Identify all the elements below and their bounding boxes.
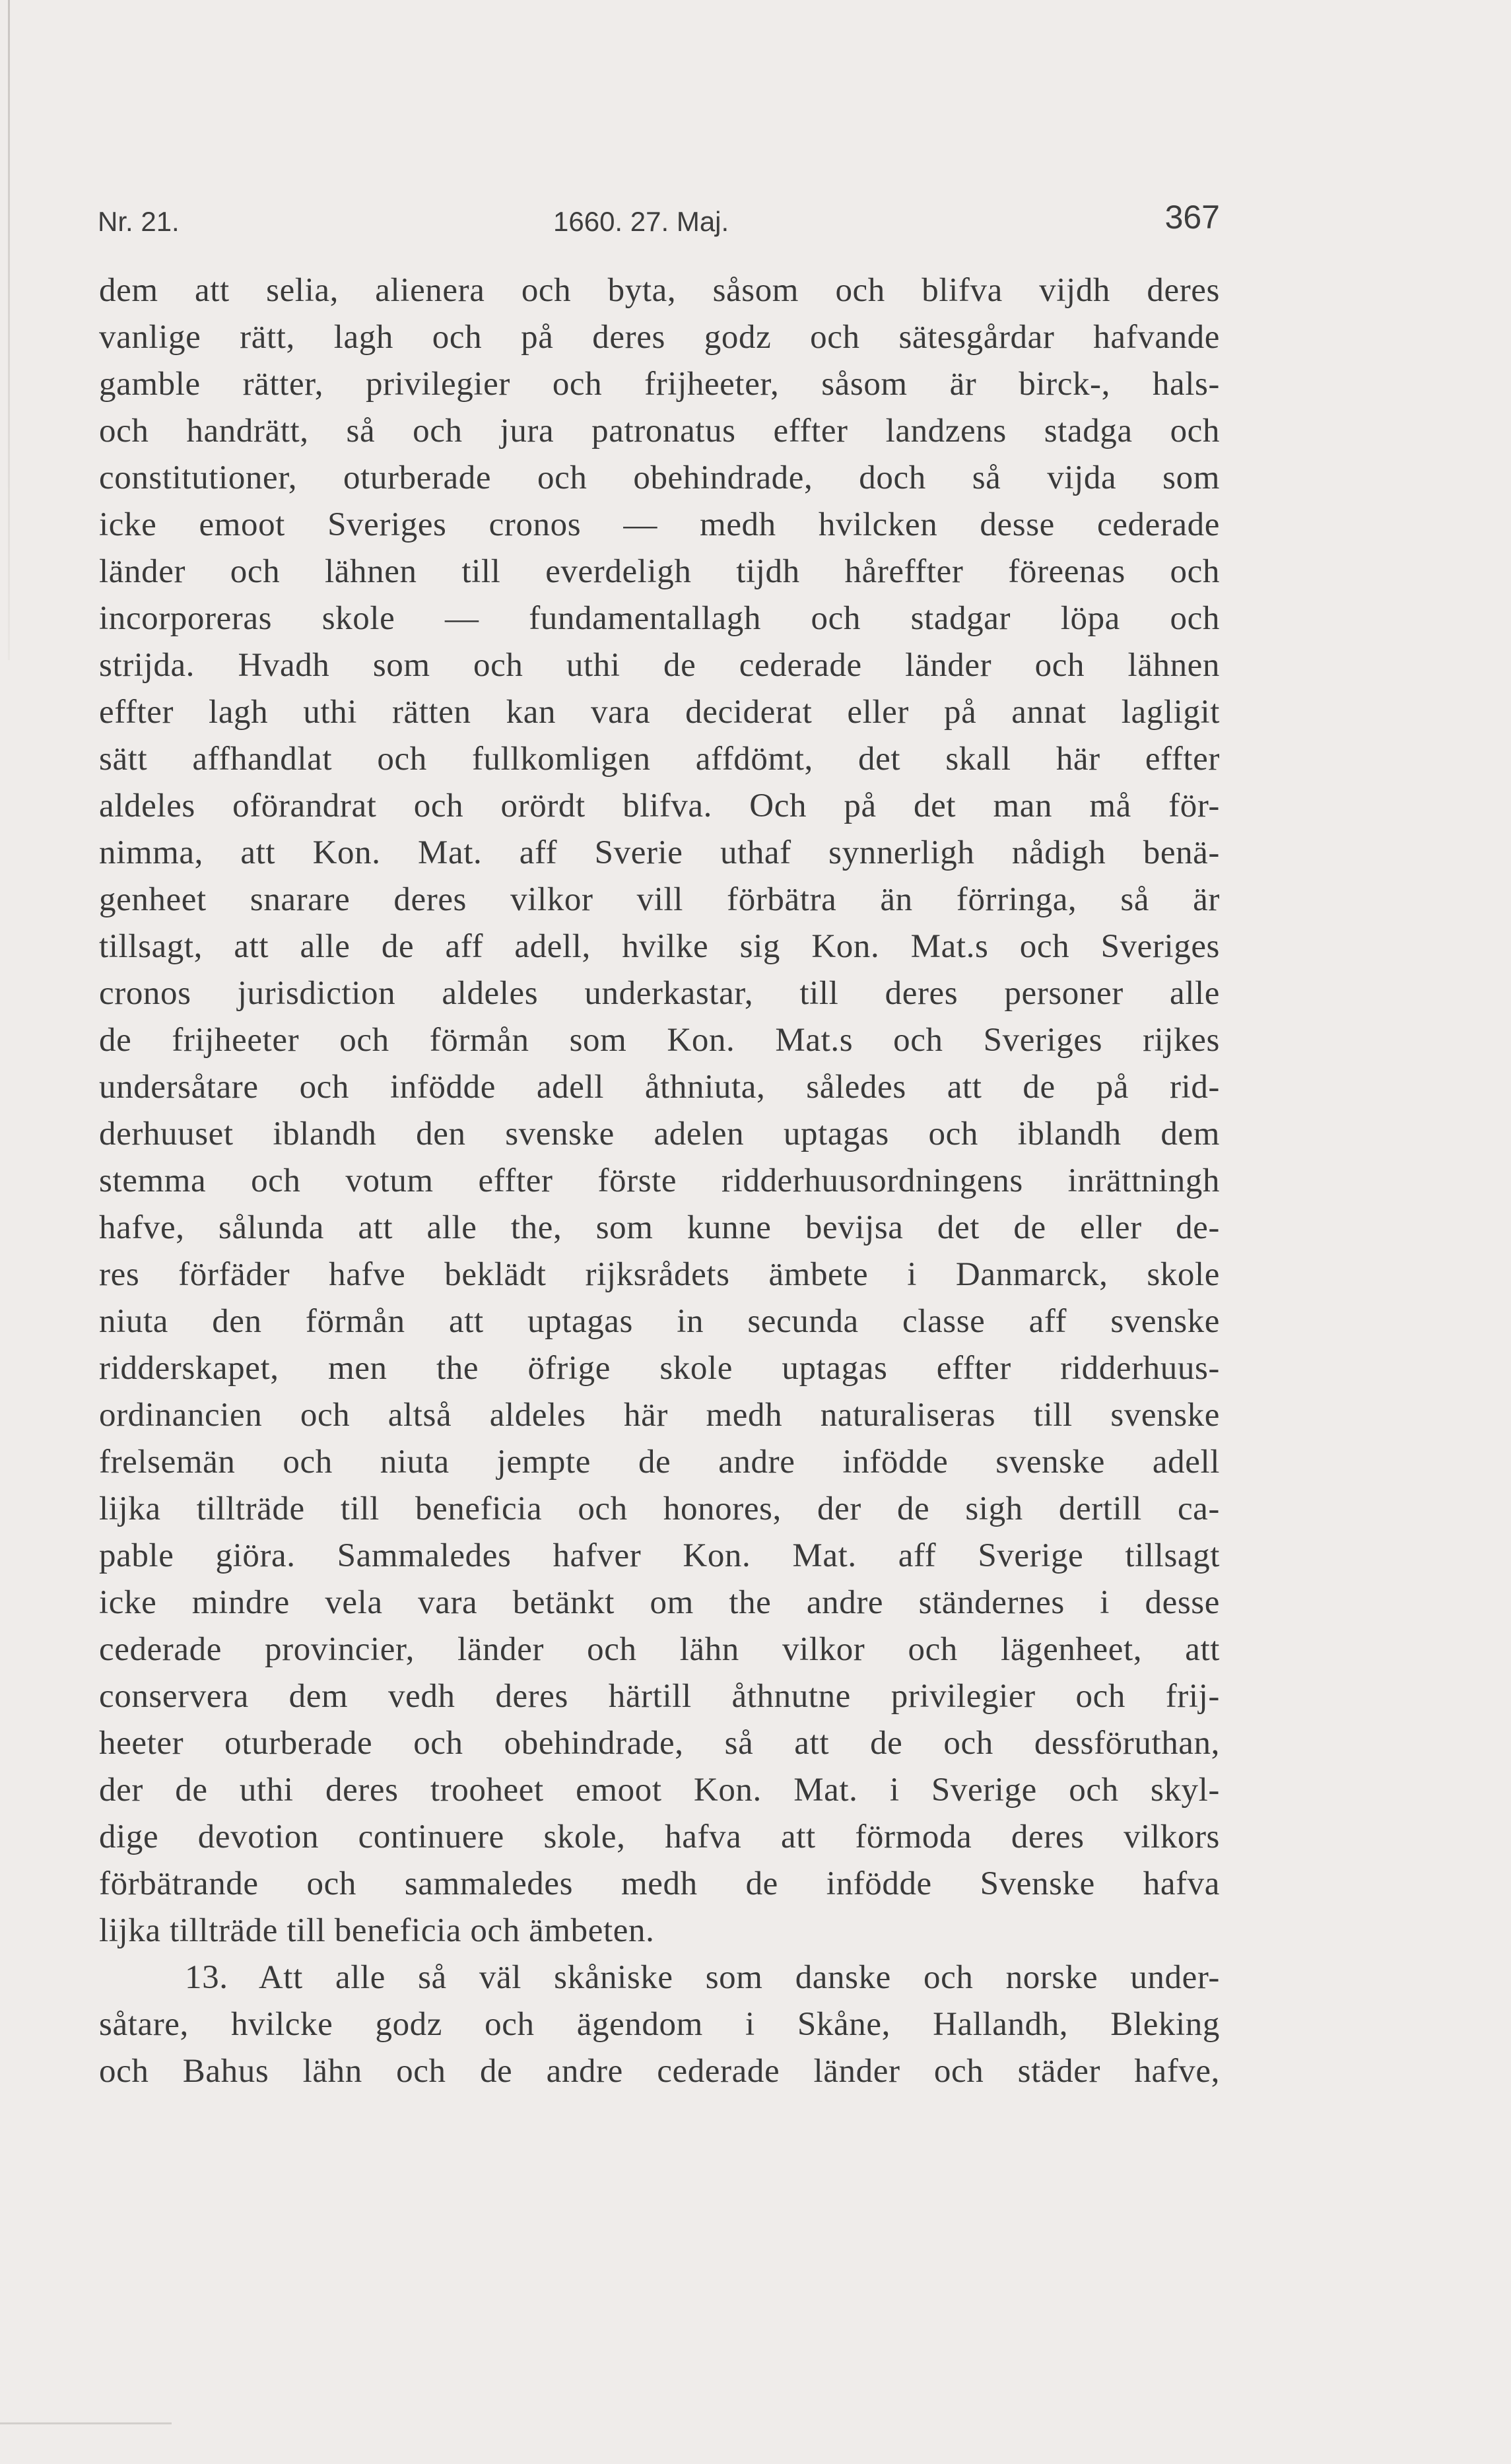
text-line: conservera dem vedh deres härtill åthnutne privilegier och frij- — [99, 1678, 1220, 1715]
text-line: ridderskapet, men the öfrige skole uptagas effter ridderhuus- — [99, 1350, 1220, 1387]
paragraph-start-line: 13. Att alle så väl skåniske som danske och norske under- — [185, 1959, 1220, 1996]
text-line: vanlige rätt, lagh och på deres godz och sätesgårdar hafvande — [99, 319, 1220, 356]
text-line: constitutioner, oturberade och obehindrade, doch så vijda som — [99, 459, 1220, 496]
text-line: lijka tillträde till beneficia och ämbeten. — [99, 1912, 655, 1949]
text-line: såtare, hvilcke godz och ägendom i Skåne, Hallandh, Bleking — [99, 2006, 1220, 2043]
scan-margin-rule — [8, 0, 10, 660]
text-line: och handrätt, så och jura patronatus effter landzens stadga och — [99, 413, 1220, 450]
text-line: niuta den förmån att uptagas in secunda classe aff svenske — [99, 1303, 1220, 1340]
document-number: Nr. 21. — [98, 206, 180, 237]
text-line: undersåtare och infödde adell åthniuta, således att de på rid- — [99, 1069, 1220, 1106]
text-line: incorporeras skole — fundamentallagh och stadgar löpa och — [99, 600, 1220, 637]
text-line: der de uthi deres trooheet emoot Kon. Mat. i Sverige och skyl- — [99, 1772, 1220, 1809]
text-line: ordinancien och altså aldeles här medh naturaliseras till svenske — [99, 1397, 1220, 1434]
text-line: effter lagh uthi rätten kan vara deciderat eller på annat lagligit — [99, 694, 1220, 731]
text-line: genheet snarare deres vilkor vill förbätra än förringa, så är — [99, 881, 1220, 918]
text-line: icke emoot Sveriges cronos — medh hvilcken desse cederade — [99, 506, 1220, 543]
page-header — [98, 198, 1220, 238]
text-line: de frijheeter och förmån som Kon. Mat.s och Sveriges rijkes — [99, 1022, 1220, 1059]
text-line: nimma, att Kon. Mat. aff Sverie uthaf synnerligh nådigh benä- — [99, 834, 1220, 871]
page-number: 367 — [1164, 199, 1220, 236]
text-line: aldeles oförandrat och orördt blifva. Och på det man må för- — [99, 787, 1220, 824]
text-line: hafve, sålunda att alle the, som kunne bevijsa det de eller de- — [99, 1209, 1220, 1246]
text-line: stemma och votum effter förste ridderhuusordningens inrättningh — [99, 1162, 1220, 1199]
text-line: icke mindre vela vara betänkt om the andre ständernes i desse — [99, 1584, 1220, 1621]
text-line: länder och lähnen till everdeligh tijdh håreffter föreenas och — [99, 553, 1220, 590]
text-line: sätt affhandlat och fullkomligen affdömt, det skall här effter — [99, 741, 1220, 778]
text-line: frelsemän och niuta jempte de andre infödde svenske adell — [99, 1444, 1220, 1481]
text-line: gamble rätter, privilegier och frijheeter, såsom är birck-, hals- — [99, 366, 1220, 403]
text-line: dige devotion continuere skole, hafva att förmoda deres vilkors — [99, 1818, 1220, 1855]
text-line: cronos jurisdiction aldeles underkastar, till deres personer alle — [99, 975, 1220, 1012]
text-line: och Bahus lähn och de andre cederade länder och städer hafve, — [99, 2053, 1220, 2090]
text-line: cederade provincier, länder och lähn vilkor och lägenheet, att — [99, 1631, 1220, 1668]
body-text — [99, 267, 1220, 2095]
scan-edge-mark — [0, 2422, 172, 2424]
text-line: strijda. Hvadh som och uthi de cederade länder och lähnen — [99, 647, 1220, 684]
text-line: dem att selia, alienera och byta, såsom och blifva vijdh deres — [99, 272, 1220, 309]
text-line: förbätrande och sammaledes medh de infödde Svenske hafva — [99, 1865, 1220, 1902]
text-line: derhuuset iblandh den svenske adelen uptagas och iblandh dem — [99, 1115, 1220, 1152]
text-line: tillsagt, att alle de aff adell, hvilke sig Kon. Mat.s och Sveriges — [99, 928, 1220, 965]
text-line: pable giöra. Sammaledes hafver Kon. Mat. aff Sverige tillsagt — [99, 1537, 1220, 1574]
text-line: lijka tillträde till beneficia och honores, der de sigh dertill ca- — [99, 1490, 1220, 1527]
document-date: 1660. 27. Maj. — [553, 206, 729, 237]
text-line: res förfäder hafve beklädt rijksrådets ämbete i Danmarck, skole — [99, 1256, 1220, 1293]
text-line: heeter oturberade och obehindrade, så att de och dessföruthan, — [99, 1725, 1220, 1762]
